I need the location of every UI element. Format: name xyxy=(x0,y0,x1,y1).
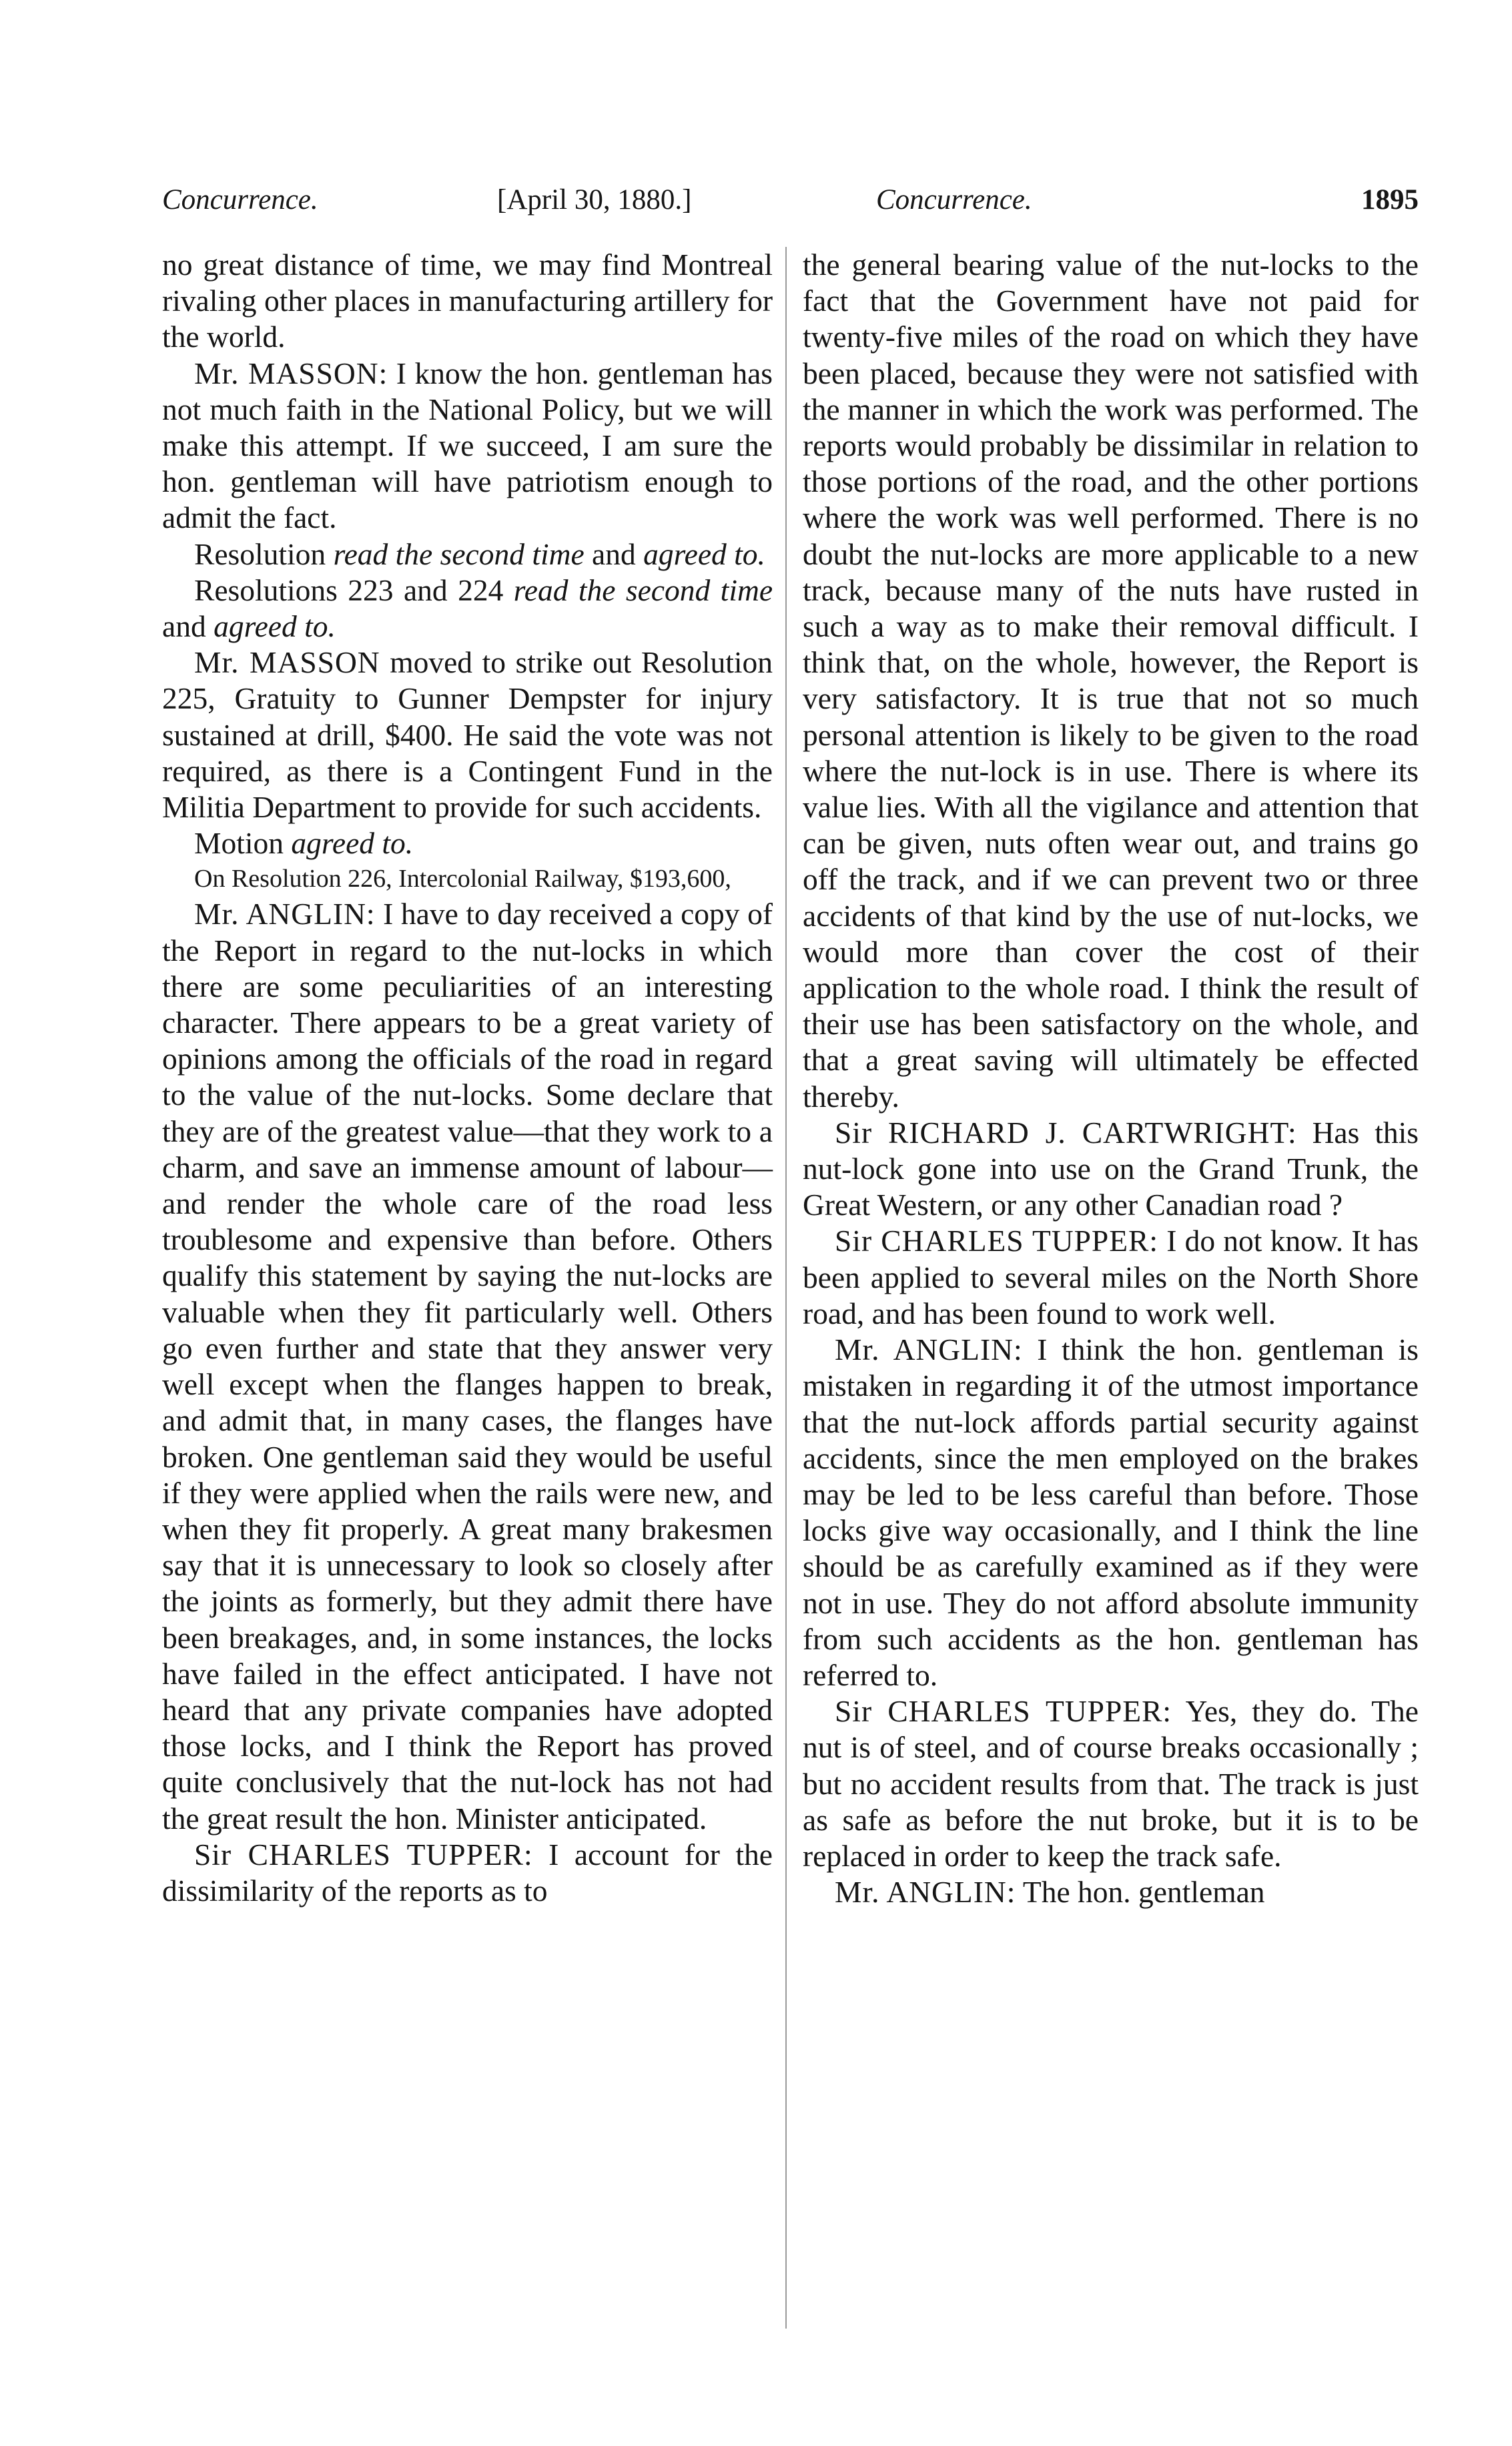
speaker-name: Mr. ANGLIN: xyxy=(835,1875,1016,1910)
speaker-name: Sir CHARLES TUPPER: xyxy=(835,1694,1172,1729)
speaker-name: Sir CHARLES TUPPER: xyxy=(835,1224,1159,1258)
paragraph: Resolutions 223 and 224 read the second time and agreed to. xyxy=(162,572,773,644)
header-date: [April 30, 1880.] xyxy=(497,184,692,216)
speaker-name: Mr. MASSON xyxy=(194,645,380,680)
paragraph: no great distance of time, we may find Montreal rivaling other places in manufacturing artillery for the world. xyxy=(162,248,773,354)
paragraph: Mr. MASSON moved to strike out Resolution 225, Gratuity to Gunner Dempster for injury sustained at drill, $400. He said the vote was not required, as there is a Contingent Fund in the Militia Department to provide for such accidents. xyxy=(162,645,773,825)
column-divider xyxy=(785,247,787,2329)
paragraph: Mr. ANGLIN: I have to day received a copy of the Report in regard to the nut-locks in which there are some peculiarities of an interesting character. There appears to be a great variety of opinions among the officials of the road in regard to the value of the nut-locks. Some declare that they are of the greatest value—that they work to a charm, and save an immense amount of labour—and render the whole care of the road less troublesome and expensive than before. Others qualify this statement by saying the nut-locks are valuable when they fit particularly well. Others go even further and state that they answer very well except when the flanges happen to break, and admit that, in many cases, the flanges have broken. One gentleman said they would be useful if they were applied when the rails were new, and when they fit properly. A great many brakesmen say that it is unnecessary to look so closely after the joints as formerly, but they admit there have been breakages, and, in some instances, the locks have failed in the effect anticipated. I have not heard that any private companies have adopted those locks, and I think the Report has proved quite conclusively that the nut-lock has not had the great result the hon. Minister anticipated. xyxy=(162,897,773,1836)
header-left-title: Concurrence. xyxy=(162,184,318,216)
page-number: 1895 xyxy=(1361,184,1419,216)
speaker-name: Mr. ANGLIN: xyxy=(835,1332,1023,1367)
paragraph: Sir CHARLES TUPPER: I do not know. It has been applied to several miles on the North Shore road, and has been found to work well. xyxy=(803,1224,1419,1330)
paragraph: Resolution read the second time and agreed to. xyxy=(194,536,765,571)
paragraph: Sir CHARLES TUPPER: I account for the dissimilarity of the reports as to xyxy=(162,1837,773,1908)
header-right-title: Concurrence. xyxy=(876,184,1032,216)
paragraph: Motion agreed to. xyxy=(194,826,414,861)
paragraph: Sir CHARLES TUPPER: Yes, they do. The nut is of steel, and of course breaks occasionally ; but no accident results from that. The track is just as safe as before the nut broke, but it is to be replaced in order to keep the track safe. xyxy=(803,1694,1419,1873)
paragraph: Mr. MASSON: I know the hon. gentleman has not much faith in the National Policy, but we will make this attempt. If we succeed, I am sure the hon. gentleman will have patriotism enough to admit the fact. xyxy=(162,356,773,535)
page-header xyxy=(0,177,1419,224)
paragraph: Sir RICHARD J. CARTWRIGHT: Has this nut-lock gone into use on the Grand Trunk, the Great Western, or any other Canadian road ? xyxy=(803,1115,1419,1222)
speaker-name: Mr. ANGLIN: xyxy=(194,897,376,931)
speaker-name: Sir RICHARD J. CARTWRIGHT: xyxy=(835,1115,1297,1150)
speaker-name: Sir CHARLES TUPPER: xyxy=(194,1837,533,1872)
left-column xyxy=(162,247,773,2342)
paragraph: Mr. ANGLIN: The hon. gentleman xyxy=(835,1875,1265,1910)
paragraph: the general bearing value of the nut-locks to the fact that the Government have not paid for twenty-five miles of the road on which they have been placed, because they were not satisfied with the manner in which the work was performed. The reports would probably be dissimilar in relation to those portions of the road, and the other portions where the work was well performed. There is no doubt the nut-locks are more applicable to a new track, because many of the nuts have rusted in such a way as to make their removal difficult. I think that, on the whole, however, the Report is very satisfactory. It is true that not so much personal attention is likely to be given to the road where the nut-lock is in use. There is where its value lies. With all the vigilance and attention that can be given, nuts often wear out, and trains go off the track, and if we can prevent two or three accidents of that kind by the use of nut-locks, we would more than cover the cost of their application to the whole road. I think the result of their use has been satisfactory on the whole, and that a great saving will ultimately be effected thereby. xyxy=(803,248,1419,1114)
speaker-name: Mr. MASSON: xyxy=(194,356,388,390)
resolution-heading: On Resolution 226, Intercolonial Railway, $193,600, xyxy=(194,865,731,893)
paragraph: Mr. ANGLIN: I think the hon. gentleman is mistaken in regarding it of the utmost importance that the nut-lock affords partial security against accidents, since the men employed on the brakes may be led to be less careful than before. Those locks give way occasionally, and I think the line should be as carefully examined as if they were not in use. They do not afford absolute immunity from such accidents as the hon. gentleman has referred to. xyxy=(803,1332,1419,1692)
right-column xyxy=(803,247,1419,2342)
